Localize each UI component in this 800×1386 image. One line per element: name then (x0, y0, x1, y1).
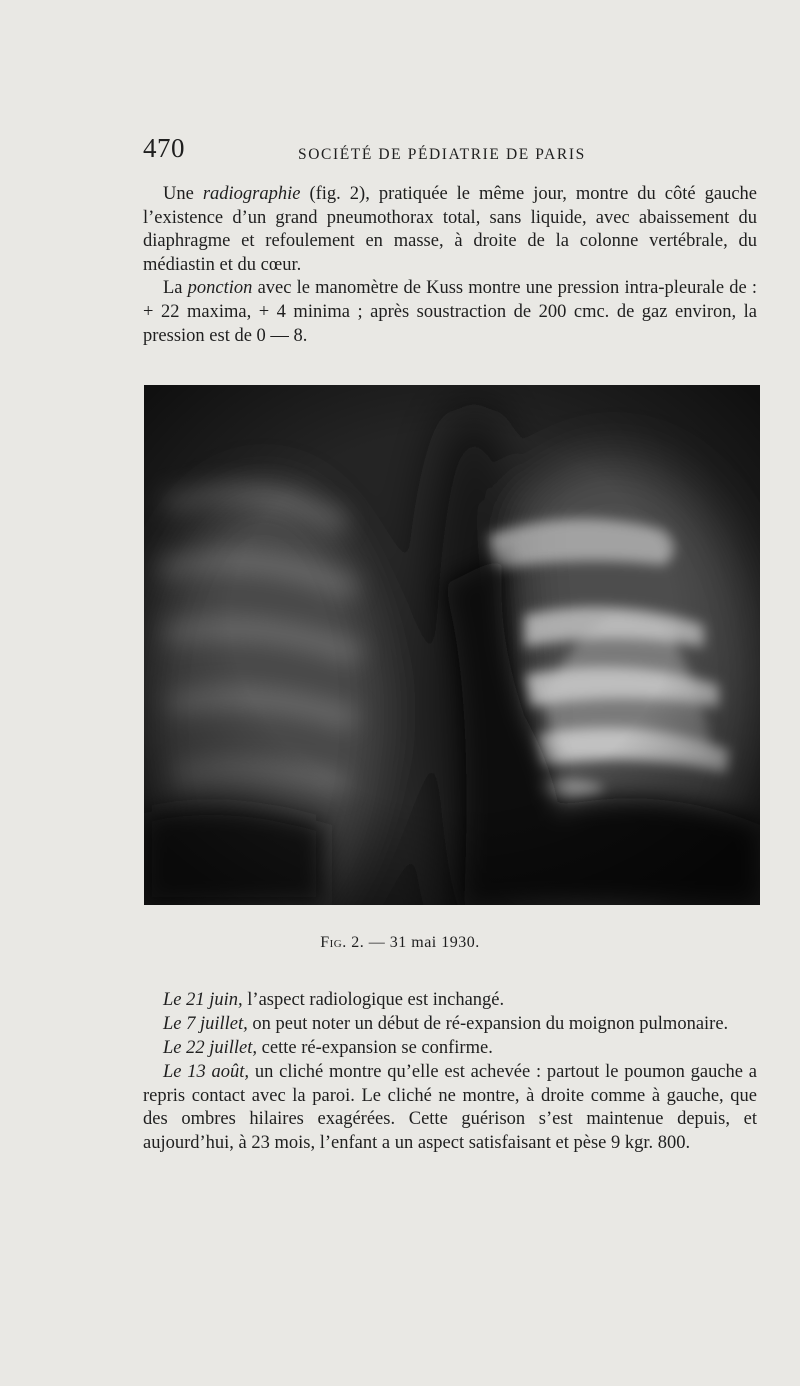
italic-term: ponction (187, 278, 253, 299)
running-head: SOCIÉTÉ DE PÉDIATRIE DE PARIS (298, 146, 586, 163)
page-number: 470 (143, 133, 185, 163)
paragraph-22-juillet: Le 22 juillet, cette ré-expansion se confirme. (163, 1038, 493, 1059)
paragraph-21-juin: Le 21 juin, l’aspect radiologique est inchangé. (163, 990, 505, 1010)
paragraph-ponction: La ponction avec le manomètre de Kuss montre une pression intra-pleurale de : + 22 maxima, + 4 minima ; après soustraction de 200 cmc. de gaz environ, la pression est de 0 — 8. (143, 278, 757, 346)
paragraph-radiographie: Une radiographie (fig. 2), pratiquée le même jour, montre du côté gauche l’existence d’un grand pneumothorax total, sans liquide, avec abaissement du diaphragme et refoulement en masse, à droite de la colonne vertébrale, du médiastin et du cœur. (143, 184, 757, 275)
bottom-text-block (143, 989, 757, 1156)
chest-radiograph-figure (144, 385, 760, 905)
paragraph-13-aout: Le 13 août, un cliché montre qu’elle est achevée : partout le poumon gauche a repris contact avec la paroi. Le cliché ne montre, à droite comme à gauche, que des ombres hilaires exagérées. Cette guérison s’est maintenue depuis, et aujourd’hui, à 23 mois, l’enfant a un aspect satisfaisant et pèse 9 kgr. 800. (143, 1062, 757, 1154)
figure-caption-text: — 31 mai 1930. (364, 934, 480, 951)
figure-label: Fig. 2. (320, 934, 365, 951)
figure-caption (0, 934, 800, 952)
italic-term: radiographie (202, 184, 301, 204)
radiograph-image (144, 385, 760, 905)
paragraph-7-juillet: Le 7 juillet, on peut noter un début de ré-expansion du moignon pulmonaire. (163, 1014, 729, 1035)
top-text-block (143, 183, 757, 348)
